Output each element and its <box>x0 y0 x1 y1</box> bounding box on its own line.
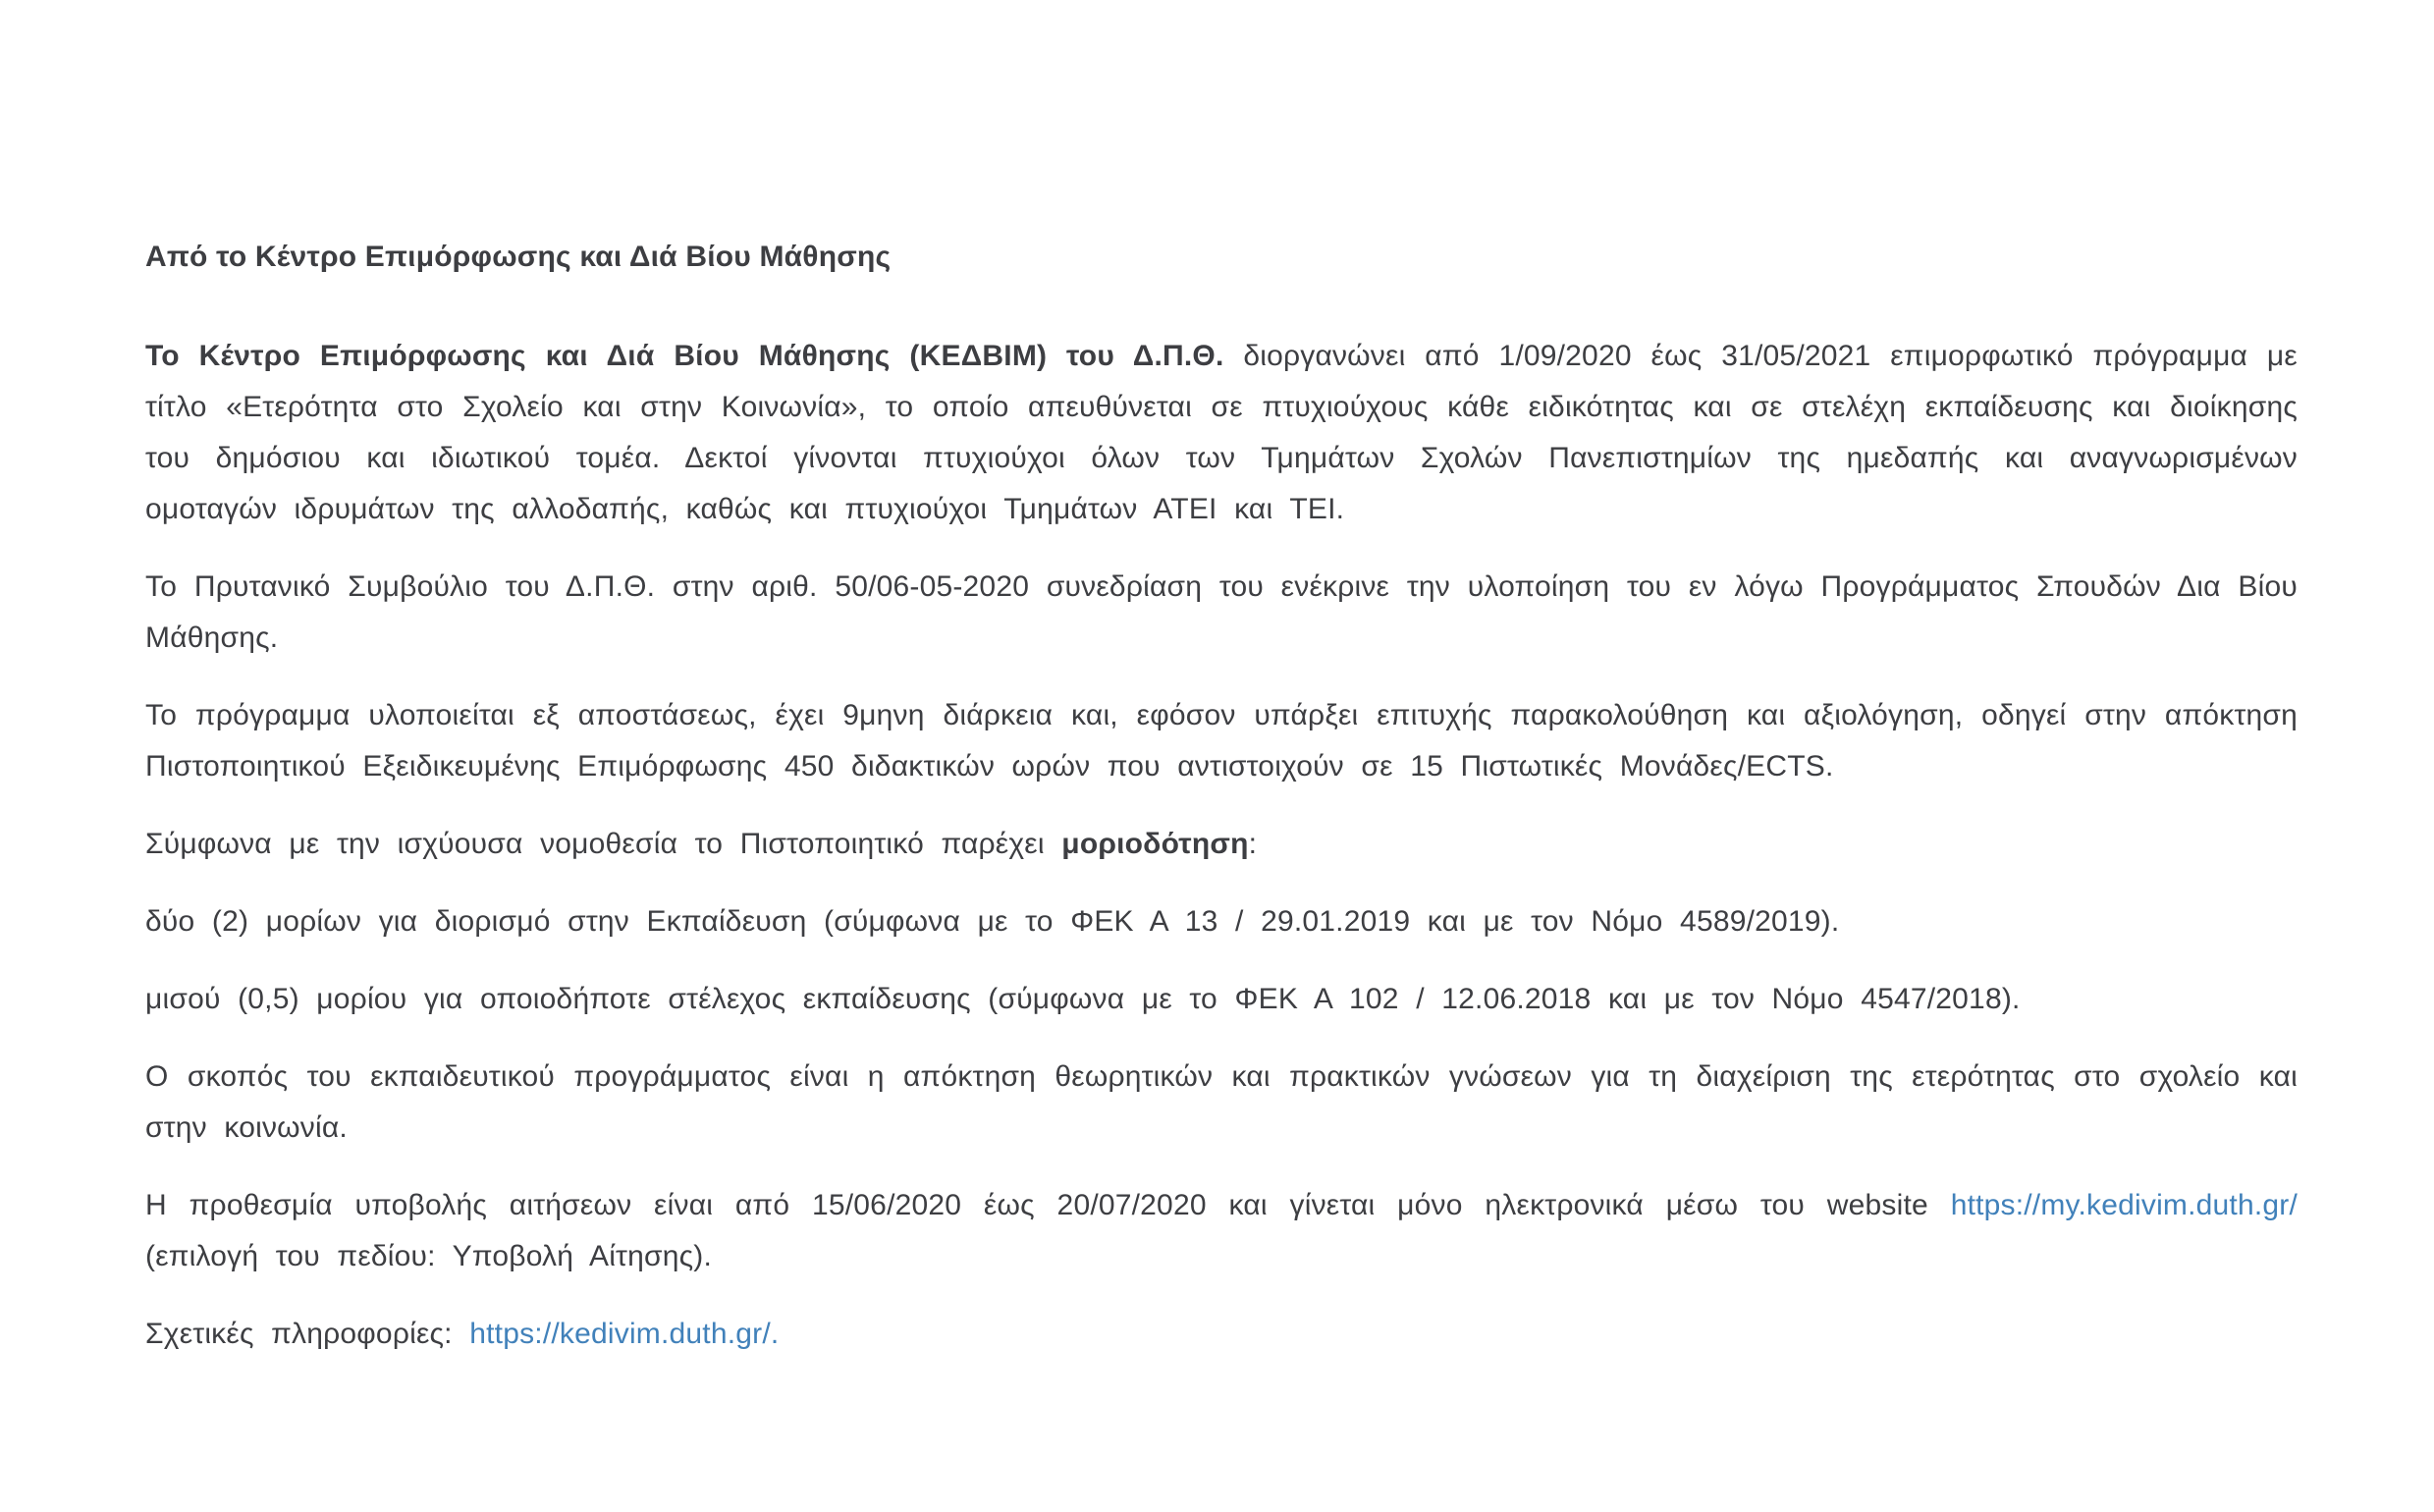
related-info-label: Σχετικές πληροφορίες: <box>145 1318 470 1350</box>
paragraph-application-deadline <box>145 1180 2298 1282</box>
program-announcement-body: διοργανώνει από 1/09/2020 έως 31/05/2021 επιμορφωτικό πρόγραμμα με τίτλο «Ετερότητα στο Σχολείο και στην Κοινωνία», το οποίο απευθύνεται σε πτυχιούχους κάθε ειδικότητας και σε στελέχη εκπαίδευσης και διοίκησης του δημόσιου και ιδιωτικού τομέα. Δεκτοί γίνονται πτυχιούχοι όλων των Τμημάτων Σχολών Πανεπιστημίων της ημεδαπής και αναγνωρισμένων ομοταγών ιδρυμάτων της αλλοδαπής, καθώς και πτυχιούχοι Τμημάτων ΑΤΕΙ και ΤΕΙ. <box>145 340 2298 525</box>
document-heading: Από το Κέντρο Επιμόρφωσης και Διά Βίου Μάθησης <box>145 241 892 273</box>
certificate-credits-colon: : <box>1248 828 1258 860</box>
certificate-credits-bold-word: μοριοδότηση <box>1061 828 1249 860</box>
application-deadline-note: (επιλογή του πεδίου: Υποβολή Αίτησης). <box>145 1240 712 1272</box>
paragraph-program-details: Το πρόγραμμα υλοποιείται εξ αποστάσεως, έχει 9μηνη διάρκεια και, εφόσον υπάρξει επιτυχής παρακολούθηση και αξιολόγηση, οδηγεί στην απόκτηση Πιστοποιητικού Εξειδικευμένης Επιμόρφωσης 450 διδακτικών ωρών που αντιστοιχούν σε 15 Πιστωτικές Μονάδες/ECTS. <box>145 699 2298 783</box>
paragraph-senate-approval: Το Πρυτανικό Συμβούλιο του Δ.Π.Θ. στην αριθ. 50/06-05-2020 συνεδρίαση του ενέκρινε την υλοποίηση του εν λόγω Προγράμματος Σπουδών Δια Βίου Μάθησης. <box>145 570 2298 654</box>
certificate-credits-text: Σύμφωνα με την ισχύουσα νομοθεσία το Πιστοποιητικό παρέχει <box>145 828 1062 860</box>
paragraph-certificate-credits <box>145 819 2298 870</box>
paragraph-related-info <box>145 1309 2298 1360</box>
application-portal-link[interactable]: https://my.kedivim.duth.gr/ <box>1950 1189 2298 1221</box>
paragraph-credit-two-points: δύο (2) μορίων για διορισμό στην Εκπαίδευση (σύμφωνα με το ΦΕΚ Α 13 / 29.01.2019 και με τον Νόμο 4589/2019). <box>145 905 1840 938</box>
paragraph-credit-half-point: μισού (0,5) μορίου για οποιοδήποτε στέλεχος εκπαίδευσης (σύμφωνα με το ΦΕΚ Α 102 / 12.06.2018 και με τον Νόμο 4547/2018). <box>145 983 2021 1015</box>
application-deadline-text: Η προθεσμία υποβολής αιτήσεων είναι από 15/06/2020 έως 20/07/2020 και γίνεται μόνο ηλεκτρονικά μέσω του website <box>145 1189 1951 1221</box>
paragraph-program-purpose: Ο σκοπός του εκπαιδευτικού προγράμματος είναι η απόκτηση θεωρητικών και πρακτικών γνώσεων για τη διαχείριση της ετερότητας στο σχολείο και στην κοινωνία. <box>145 1060 2298 1144</box>
paragraph-program-announcement <box>145 331 2298 535</box>
kedivim-site-link[interactable]: https://kedivim.duth.gr/. <box>469 1318 780 1350</box>
program-announcement-bold-lead: Το Κέντρο Επιμόρφωσης και Διά Βίου Μάθησης (ΚΕΔΒΙΜ) του Δ.Π.Θ. <box>145 340 1224 372</box>
